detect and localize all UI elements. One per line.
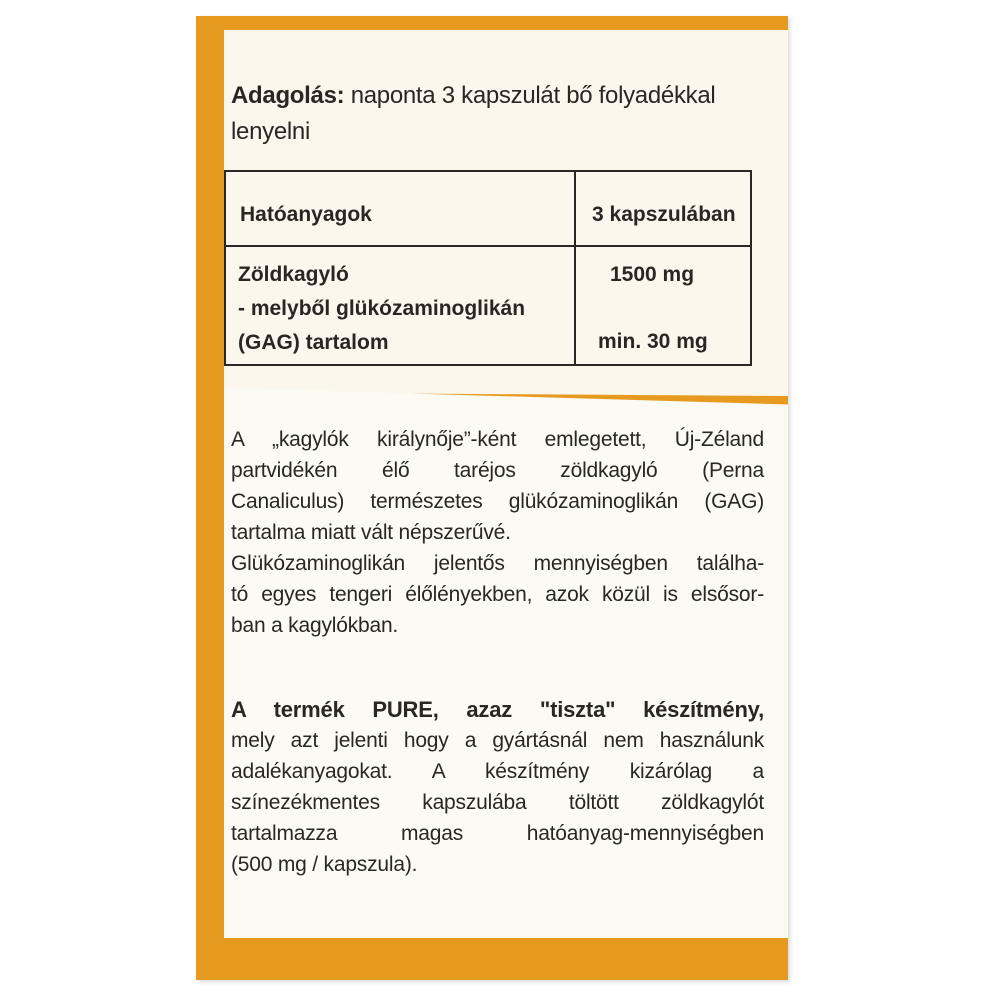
pure-line: adalékanyagokat. A készítmény kizárólag a bbox=[231, 760, 764, 783]
ingredient-line-3: (GAG) tartalom bbox=[238, 331, 389, 354]
description-line: partvidékén élő taréjos zöldkagyló (Perna bbox=[231, 459, 764, 482]
pure-line: (500 mg / kapszula). bbox=[231, 853, 418, 876]
dosage-line-2: lenyelni bbox=[231, 118, 310, 145]
description-line: tó egyes tengeri élőlényekben, azok közül is elsősor- bbox=[231, 583, 764, 606]
ingredients-table bbox=[224, 170, 752, 366]
description-paragraph bbox=[231, 424, 764, 641]
table-header-ingredients: Hatóanyagok bbox=[240, 203, 372, 226]
description-line: Glükózaminoglikán jelentős mennyiségben találha- bbox=[231, 552, 764, 575]
table-cell-amount-1: 1500 mg bbox=[610, 263, 695, 286]
description-line: ban a kagylókban. bbox=[231, 614, 399, 637]
pure-line: tartalmazza magas hatóanyag-mennyiségben bbox=[231, 822, 764, 845]
description-line: tartalma miatt vált népszerűvé. bbox=[231, 521, 511, 544]
table-cell-ingredient bbox=[238, 258, 578, 360]
ingredient-line-2: - melyből glükózaminoglikán bbox=[238, 297, 526, 320]
description-line: Canaliculus) természetes glükózaminoglikán (GAG) bbox=[231, 490, 764, 513]
dosage-line-1: naponta 3 kapszulát bő folyadékkal bbox=[344, 82, 716, 109]
pure-line: színezékmentes kapszulába töltött zöldkagylót bbox=[231, 791, 764, 814]
table-cell-amount-2: min. 30 mg bbox=[598, 330, 708, 353]
description-line: A „kagylók királynője”-ként emlegetett, Új-Zéland bbox=[231, 428, 764, 451]
ingredient-line-1: Zöldkagyló bbox=[238, 263, 349, 286]
dosage-text bbox=[231, 78, 761, 150]
table-row-divider bbox=[226, 245, 750, 247]
dosage-label: Adagolás: bbox=[231, 82, 345, 109]
pure-heading: A termék PURE, azaz "tiszta" készítmény, bbox=[231, 697, 764, 722]
table-header-amount: 3 kapszulában bbox=[592, 203, 736, 226]
pure-paragraph bbox=[231, 694, 764, 880]
pure-line: mely azt jelenti hogy a gyártásnál nem használunk bbox=[231, 729, 764, 752]
